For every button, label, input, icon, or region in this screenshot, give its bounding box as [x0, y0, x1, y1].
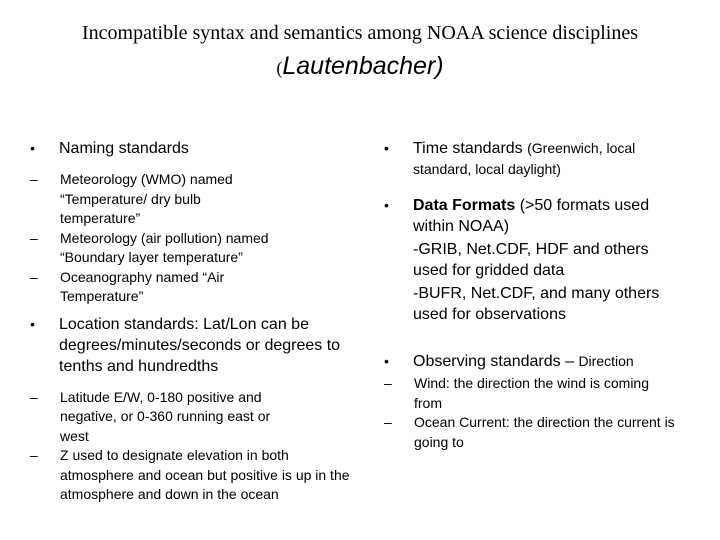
location-sub-1: [30, 388, 366, 447]
title-author: Lautenbacher): [282, 52, 444, 80]
time-detail: (Greenwich, local standard, local daylight): [413, 140, 636, 177]
bullet-dot: •: [384, 197, 389, 213]
title-line-2: [0, 52, 720, 81]
naming-sub-1: [30, 170, 366, 229]
bullet-data-formats: [384, 195, 684, 325]
bullet-naming-standards: [30, 138, 366, 159]
dash: –: [30, 229, 38, 246]
bullet-time-standards: [384, 138, 684, 180]
right-column: [384, 138, 684, 452]
dash: –: [30, 171, 38, 187]
left-column: [30, 138, 366, 505]
formats-detail: (>50 formats used within NOAA): [413, 197, 650, 235]
naming-sub-3: [30, 268, 366, 307]
dash: –: [30, 268, 38, 285]
naming-sub-text: Meteorology (WMO) named “Temperature/ dry bulb temperature”: [60, 171, 233, 226]
naming-sub-text: Oceanography named “Air Temperature”: [60, 268, 225, 304]
formats-heading: Data Formats: [413, 197, 516, 214]
formats-text: [413, 195, 684, 325]
bullet-dot: •: [384, 140, 389, 156]
observing-dash: –: [560, 353, 579, 370]
dash: –: [384, 414, 392, 430]
dash: –: [30, 388, 38, 405]
bullet-location-standards: [30, 314, 366, 377]
dash: –: [384, 375, 392, 391]
observing-heading: Observing standards: [413, 353, 561, 370]
formats-observations: -BUFR, Net.CDF, and many others used for observations: [413, 285, 660, 323]
naming-sub-text: Meteorology (air pollution) named “Boundary layer temperature”: [60, 229, 269, 265]
location-sub-text: Latitude E/W, 0-180 positive and negative, or 0-360 running east or west: [60, 388, 271, 444]
time-text: [413, 138, 684, 180]
naming-heading: Naming standards: [59, 140, 189, 157]
naming-sub-2: [30, 229, 366, 268]
location-heading: Location standards: Lat/Lon can be degrees/minutes/seconds or degrees to tenths and hundredths: [59, 315, 341, 375]
formats-line: [413, 195, 663, 237]
location-sub-text: Z used to designate elevation in both atmosphere and ocean but positive is up in the atmosphere and down in the ocean: [60, 447, 350, 502]
observing-sub-text: Ocean Current: the direction the current is going to: [414, 414, 675, 450]
time-heading: Time standards: [413, 140, 523, 157]
bullet-dot: •: [30, 140, 35, 156]
observing-text: [413, 351, 684, 372]
title-open-paren: (: [276, 58, 283, 78]
location-sub-2: [30, 446, 366, 505]
observing-detail: Direction: [578, 353, 634, 369]
formats-gridded: -GRIB, Net.CDF, HDF and others used for gridded data: [413, 241, 649, 279]
bullet-dot: •: [30, 315, 35, 332]
observing-sub-1: [384, 374, 684, 413]
observing-sub-2: [384, 413, 684, 452]
bullet-observing-standards: [384, 351, 684, 372]
dash: –: [30, 447, 38, 463]
title-line-1: Incompatible syntax and semantics among NOAA science disciplines: [82, 22, 638, 44]
bullet-dot: •: [384, 353, 389, 369]
observing-sub-text: Wind: the direction the wind is coming from: [414, 375, 649, 411]
